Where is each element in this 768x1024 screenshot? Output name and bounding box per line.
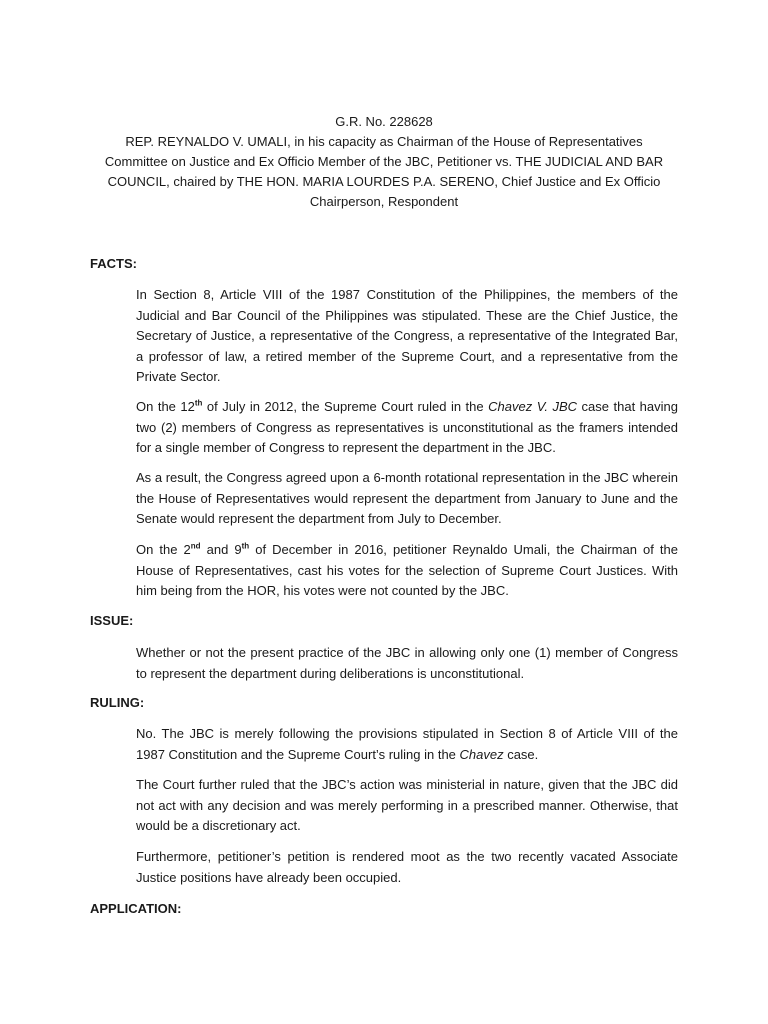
application-heading: APPLICATION:: [90, 901, 182, 916]
ruling-p1-case-name: Chavez: [459, 746, 504, 762]
facts-p2-case-name: Chavez V. JBC: [488, 399, 578, 414]
facts-p2-text-a: On the 12: [136, 399, 195, 414]
facts-p4-text-b: and 9: [200, 542, 242, 557]
facts-p2-text-b: of July in 2012, the Supreme Court ruled in the: [202, 399, 489, 414]
case-title-line-3: COUNCIL, chaired by THE HON. MARIA LOURDES P.A. SERENO, Chief Justice and Ex Officio: [107, 174, 661, 189]
facts-p4-text-c: of December in 2016, petitioner Reynaldo Umali, the Chairman of the House of Representatives, cast his votes for the selection of Supreme Court Justices. With him being from the HOR, his votes were not counted by the JBC.: [136, 542, 678, 599]
ruling-paragraph-2: The Court further ruled that the JBC’s action was ministerial in nature, given that the JBC did not act with any decision and was merely performing in a prescribed manner. Otherwise, that would be a discretionary act.: [136, 777, 678, 834]
ruling-p1-text-b: case.: [503, 746, 539, 762]
facts-paragraph-3: As a result, the Congress agreed upon a 6-month rotational representation in the JBC wherein the House of Representatives would represent the department from January to June and the Senate would represent the department from July to December.: [136, 470, 678, 527]
facts-paragraph-4: [136, 540, 678, 602]
facts-p4-superscript-1: nd: [190, 541, 201, 551]
issue-heading: ISSUE:: [90, 613, 134, 628]
facts-p2-text-c: case that having two (2) members of Congress as representatives is unconstitutional as the framers intended for a single member of Congress to represent the department in the JBC.: [136, 399, 678, 456]
case-title-block: [80, 112, 688, 212]
facts-p4-superscript-2: th: [241, 541, 250, 551]
facts-p2-superscript: th: [194, 398, 203, 408]
case-title-line-1: REP. REYNALDO V. UMALI, in his capacity as Chairman of the House of Representatives: [125, 134, 643, 149]
facts-heading: FACTS:: [90, 256, 137, 271]
facts-paragraph-1: In Section 8, Article VIII of the 1987 Constitution of the Philippines, the members of the Judicial and Bar Council of the Philippines was stipulated. These are the Chief Justice, the Secretary of Justice, a representative of the Congress, a representative of the Integrated Bar, a professor of law, a retired member of the Supreme Court, and a representative from the Private Sector.: [136, 287, 678, 385]
facts-p4-text-a: On the 2: [136, 542, 191, 557]
issue-paragraph-1: Whether or not the present practice of the JBC in allowing only one (1) member of Congress to represent the department during deliberations is unconstitutional.: [136, 645, 678, 681]
case-title-line-2: Committee on Justice and Ex Officio Member of the JBC, Petitioner vs. THE JUDICIAL AND BAR: [104, 154, 664, 169]
ruling-paragraph-1: [136, 724, 678, 765]
ruling-p1-text-a: No. The JBC is merely following the provisions stipulated in Section 8 of Article VIII of the 1987 Constitution and the Supreme Court’s ruling in the: [136, 726, 678, 762]
ruling-paragraph-3: Furthermore, petitioner’s petition is rendered moot as the two recently vacated Associate Justice positions have already been occupied.: [136, 849, 678, 885]
ruling-heading: RULING:: [90, 695, 145, 710]
case-number: G.R. No. 228628: [335, 114, 433, 129]
case-title-line-4: Chairperson, Respondent: [309, 194, 459, 209]
facts-paragraph-2: [136, 397, 678, 459]
